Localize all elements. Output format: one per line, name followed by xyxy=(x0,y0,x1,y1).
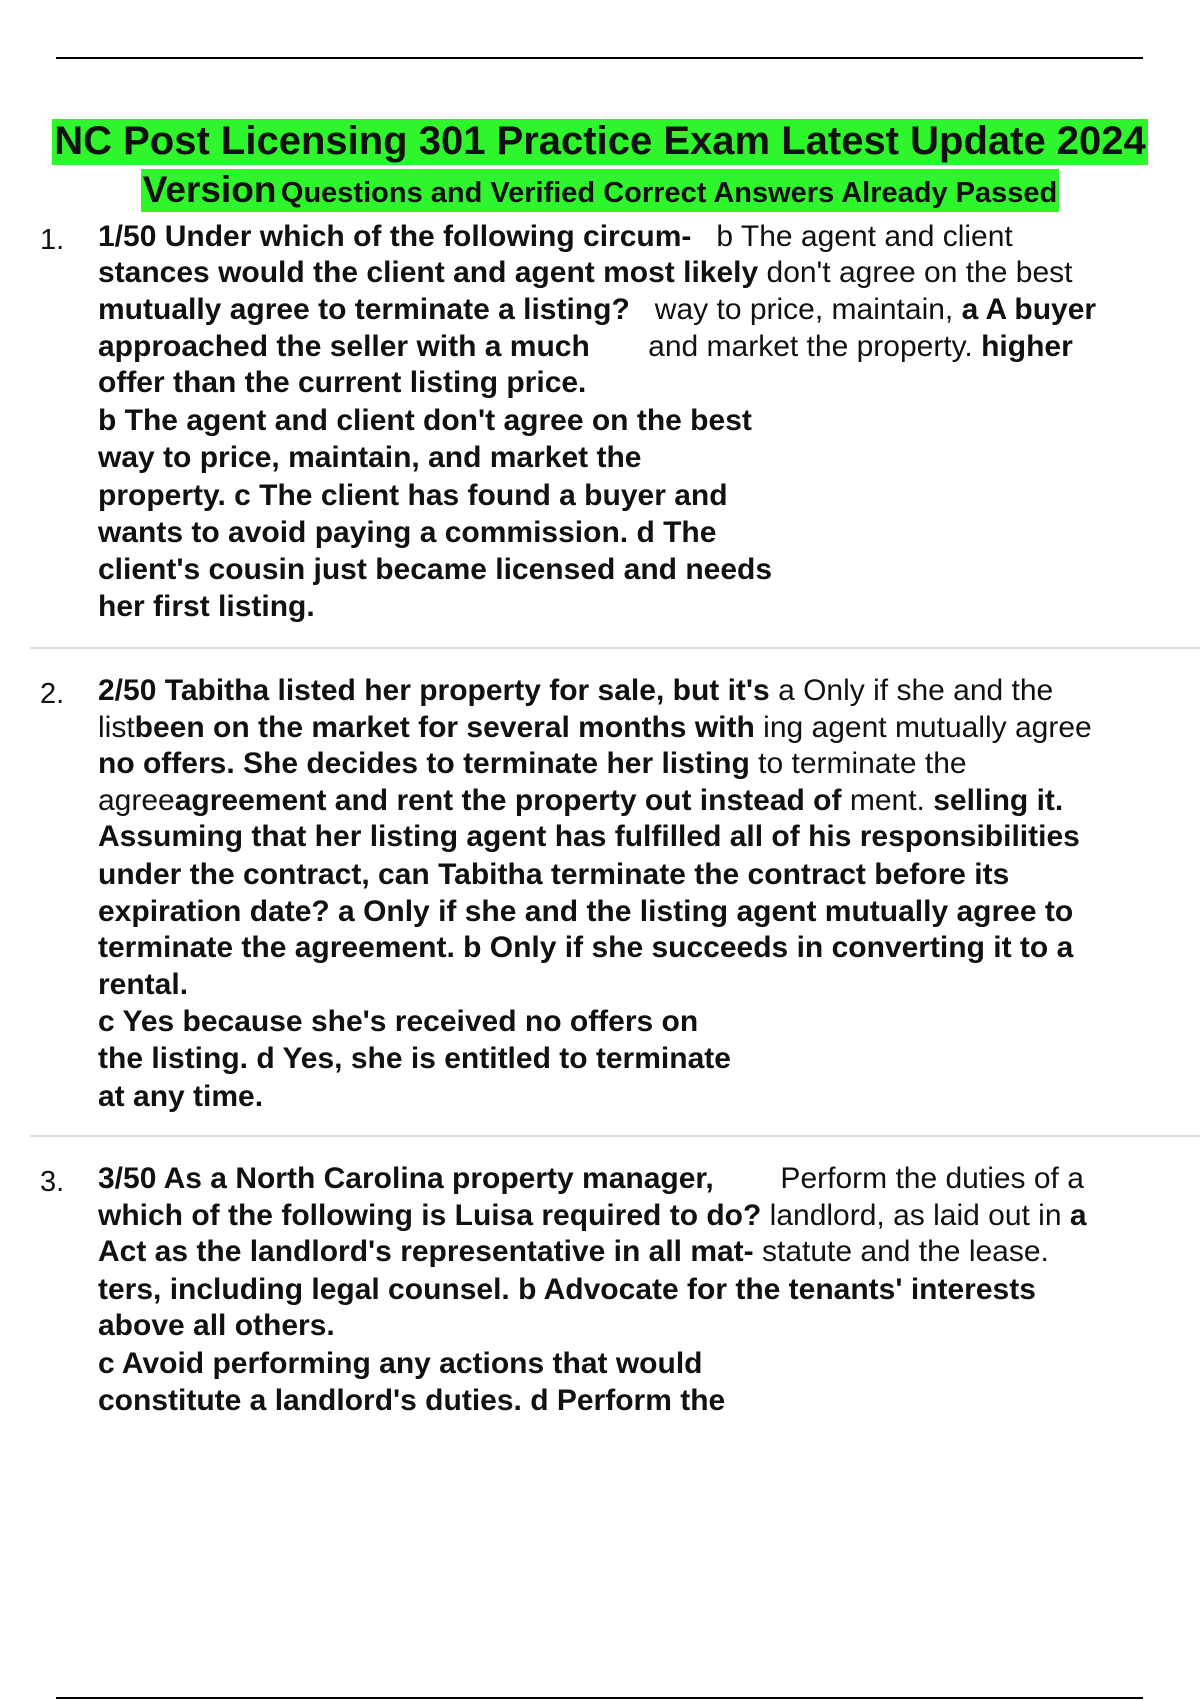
bold-text: client's cousin just became licensed and needs xyxy=(98,553,773,586)
bold-text: selling it. xyxy=(933,784,1064,817)
bottom-rule xyxy=(56,1697,1143,1699)
bold-text: wants to avoid paying a commission. d The xyxy=(98,516,717,549)
text-line xyxy=(98,749,967,779)
text-line xyxy=(98,713,1092,743)
text-line xyxy=(98,860,1009,890)
text-line xyxy=(98,1201,1087,1231)
regular-text: agree xyxy=(98,784,175,817)
bold-text: ters, including legal counsel. b Advocate for the tenants' interests xyxy=(98,1273,1036,1306)
text-line xyxy=(98,222,1013,252)
bold-text: her first listing. xyxy=(98,590,315,623)
regular-text: statute and the lease. xyxy=(753,1235,1049,1268)
text-line xyxy=(98,1237,1049,1267)
text-line xyxy=(98,1349,703,1379)
title-line-1: NC Post Licensing 301 Practice Exam Latest Update 2024 xyxy=(54,119,1146,163)
bold-text: 3/50 As a North Carolina property manager, xyxy=(98,1162,714,1195)
bold-text: property. c The client has found a buyer and xyxy=(98,479,728,512)
bold-text: c Avoid performing any actions that would xyxy=(98,1347,703,1380)
text-line xyxy=(98,481,728,511)
bold-text: terminate the agreement. b Only if she succeeds in converting it to a xyxy=(98,931,1074,964)
text-line xyxy=(98,1007,698,1037)
bold-text: under the contract, can Tabitha terminate the contract before its xyxy=(98,858,1010,891)
regular-text: a Only if she and the xyxy=(769,674,1054,707)
text-line xyxy=(98,368,586,398)
bold-text: a xyxy=(1069,1199,1087,1232)
question-number: 3. xyxy=(40,1166,65,1198)
text-line xyxy=(98,258,1072,288)
text-line xyxy=(98,592,315,622)
regular-text: and market the property. xyxy=(589,330,982,363)
text-line xyxy=(98,1311,335,1341)
bold-text: higher xyxy=(981,330,1073,363)
bold-text: mutually agree to terminate a listing? xyxy=(98,293,630,326)
bold-text: b The agent and client don't agree on the best xyxy=(98,404,752,437)
bold-text: c Yes because she's received no offers on xyxy=(98,1005,699,1038)
title-line-2-big: Version xyxy=(142,169,277,210)
text-line xyxy=(98,406,752,436)
bold-text: constitute a landlord's duties. d Perform the xyxy=(98,1384,726,1417)
text-line xyxy=(98,822,1080,852)
regular-text: don't agree on the best xyxy=(758,256,1073,289)
bold-text: Assuming that her listing agent has fulfilled all of his responsibilities xyxy=(98,820,1080,853)
bold-text: rental. xyxy=(98,968,189,1001)
bold-text: stances would the client and agent most likely xyxy=(98,256,759,289)
title-line-2 xyxy=(141,169,1059,212)
bold-text: Act as the landlord's representative in all mat- xyxy=(98,1235,754,1268)
document-title xyxy=(0,119,1200,212)
question-separator xyxy=(30,647,1200,649)
text-line xyxy=(98,970,188,1000)
bold-text: which of the following is Luisa required to do? xyxy=(98,1199,762,1232)
bold-text: way to price, maintain, and market the xyxy=(98,441,642,474)
regular-text: to terminate the xyxy=(749,747,967,780)
text-line xyxy=(98,676,1053,706)
regular-text: list xyxy=(98,711,135,744)
text-line xyxy=(98,1044,731,1074)
text-line xyxy=(98,1275,1036,1305)
bold-text: been on the market for several months with xyxy=(134,711,755,744)
regular-text: landlord, as laid out in xyxy=(761,1199,1070,1232)
bold-text: a A buyer xyxy=(961,293,1097,326)
regular-text: way to price, maintain, xyxy=(629,293,962,326)
text-line xyxy=(98,933,1073,963)
regular-text: ing agent mutually agree xyxy=(754,711,1092,744)
top-rule xyxy=(56,57,1143,59)
text-line xyxy=(98,295,1096,325)
bold-text: offer than the current listing price. xyxy=(98,366,587,399)
question-separator xyxy=(30,1135,1200,1137)
text-line xyxy=(98,518,716,548)
bold-text: no offers. She decides to terminate her listing xyxy=(98,747,750,780)
regular-text: b The agent and client xyxy=(691,220,1013,253)
question-number: 2. xyxy=(40,678,65,710)
bold-text: at any time. xyxy=(98,1080,264,1113)
regular-text: ment. xyxy=(841,784,934,817)
bold-text: above all others. xyxy=(98,1309,335,1342)
text-line xyxy=(98,332,1073,362)
title-line-2-small: Questions and Verified Correct Answers Already Passed xyxy=(280,177,1058,209)
text-line xyxy=(98,1082,263,1112)
bold-text: agreement and rent the property out instead of xyxy=(174,784,842,817)
text-line xyxy=(98,897,1073,927)
bold-text: 2/50 Tabitha listed her property for sale, but it's xyxy=(98,674,770,707)
text-line xyxy=(98,1386,725,1416)
bold-text: expiration date? a Only if she and the listing agent mutually agree to xyxy=(98,895,1074,928)
bold-text: 1/50 Under which of the following circum- xyxy=(98,220,692,253)
text-line xyxy=(98,443,642,473)
text-line xyxy=(98,555,772,585)
text-line xyxy=(98,786,1063,816)
regular-text: Perform the duties of a xyxy=(713,1162,1084,1195)
text-line xyxy=(98,1164,1084,1194)
bold-text: approached the seller with a much xyxy=(98,330,590,363)
bold-text: the listing. d Yes, she is entitled to terminate xyxy=(98,1042,731,1075)
question-number: 1. xyxy=(40,224,65,256)
